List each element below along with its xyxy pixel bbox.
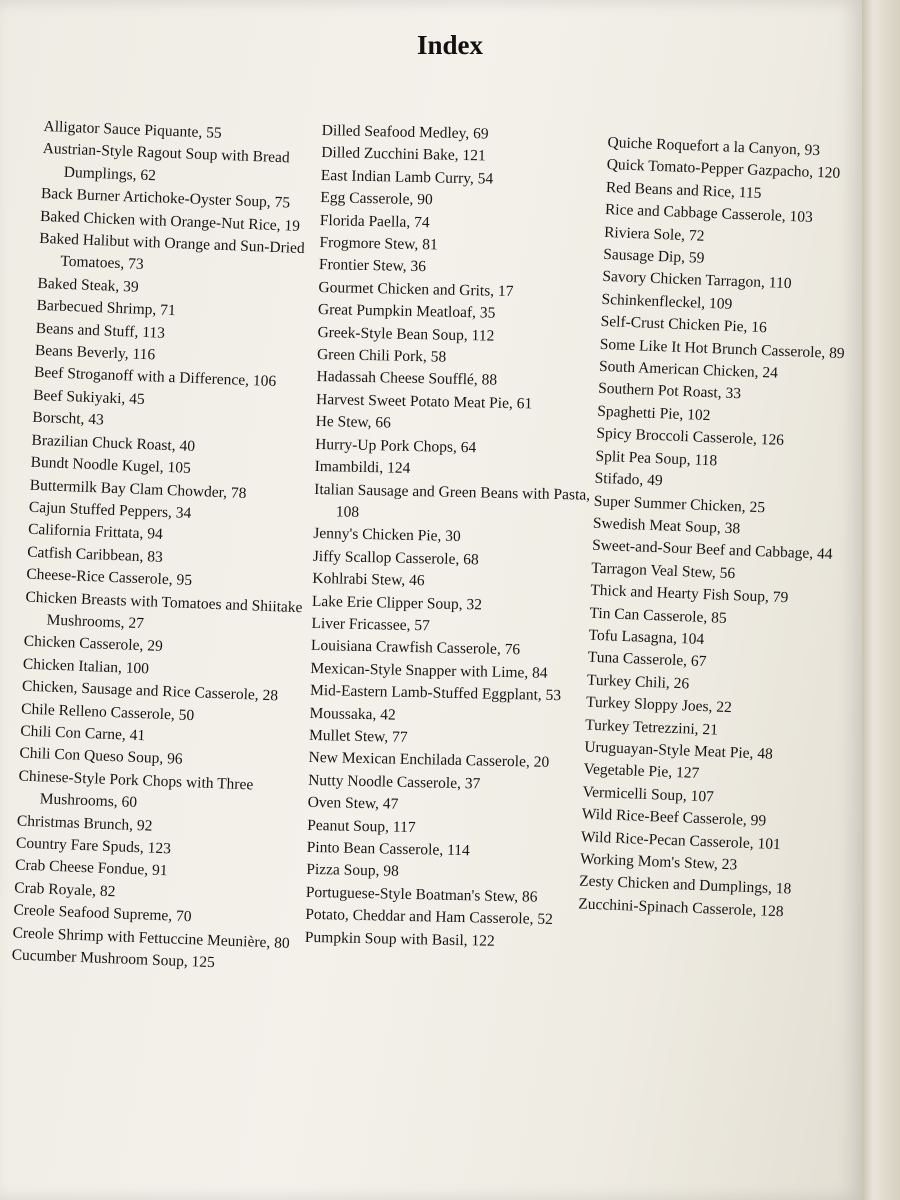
index-entry: Chicken Italian, 100	[22, 655, 150, 678]
index-column-3	[578, 132, 858, 925]
index-entry: Great Pumpkin Meatloaf, 35	[317, 301, 496, 322]
index-entry: Austrian-Style Ragout Soup with Bread Dumplings, 62	[42, 140, 291, 185]
index-entry: Dilled Zucchini Bake, 121	[321, 144, 486, 165]
index-entry: California Frittata, 94	[27, 521, 164, 544]
index-entry: Quiche Roquefort a la Canyon, 93	[607, 133, 821, 160]
index-entry: Potato, Cheddar and Ham Casserole, 52	[305, 906, 553, 929]
index-entry: Vegetable Pie, 127	[583, 760, 700, 783]
index-entry: Chili Con Queso Soup, 96	[19, 744, 183, 769]
index-entry: Creole Shrimp with Fettuccine Meunière, 80	[12, 924, 290, 952]
index-entry: Cheese-Rice Casserole, 95	[26, 565, 193, 590]
index-entry: Italian Sausage and Green Beans with Pasta, 108	[314, 480, 591, 521]
index-entry: Crab Royale, 82	[14, 879, 116, 901]
index-entry: Southern Pot Roast, 33	[597, 380, 742, 403]
index-column-2	[305, 120, 602, 955]
index-entry: Florida Paella, 74	[319, 211, 430, 231]
index-entry: Creole Seafood Supreme, 70	[13, 901, 192, 926]
index-entry: Working Mom's Stew, 23	[579, 850, 738, 874]
index-entry: Cajun Stuffed Peppers, 34	[28, 498, 192, 522]
index-entry: Tin Can Casserole, 85	[589, 604, 727, 627]
index-entry: New Mexican Enchilada Casserole, 20	[308, 749, 550, 772]
index-entry: Spicy Broccoli Casserole, 126	[596, 425, 785, 450]
index-entry: Portuguese-Style Boatman's Stew, 86	[305, 883, 538, 906]
index-entry: Back Burner Artichoke-Oyster Soup, 75	[40, 185, 291, 212]
index-entry: Nutty Noodle Casserole, 37	[307, 771, 481, 793]
index-entry: Dilled Seafood Medley, 69	[321, 121, 489, 143]
index-entry: Frogmore Stew, 81	[319, 234, 438, 254]
index-entry: Baked Steak, 39	[37, 274, 139, 296]
index-entry: Moussaka, 42	[309, 704, 396, 724]
index-entry: Spaghetti Pie, 102	[596, 402, 711, 425]
index-entry: Crab Cheese Fondue, 91	[14, 856, 168, 880]
index-entry: Imambildi, 124	[314, 458, 411, 478]
index-entry: Harvest Sweet Potato Meat Pie, 61	[315, 390, 533, 413]
index-entry: Gourmet Chicken and Grits, 17	[318, 278, 514, 300]
index-entry: Hadassah Cheese Soufflé, 88	[316, 368, 498, 390]
index-entry: Riviera Sole, 72	[603, 223, 705, 245]
index-entry: Liver Fricassee, 57	[311, 614, 430, 635]
index-entry: He Stew, 66	[315, 413, 392, 432]
index-entry: Greek-Style Bean Soup, 112	[317, 323, 495, 345]
index-entry: Jiffy Scallop Casserole, 68	[312, 547, 479, 569]
page-title: Index	[416, 30, 484, 60]
index-entry: Beans and Stuff, 113	[35, 319, 166, 342]
index-entry: East Indian Lamb Curry, 54	[320, 166, 494, 188]
index-entry: Split Pea Soup, 118	[595, 447, 718, 470]
index-entry: Alligator Sauce Piquante, 55	[43, 117, 223, 142]
index-entry: Uruguayan-Style Meat Pie, 48	[584, 738, 774, 763]
index-entry: Louisiana Crawfish Casserole, 76	[310, 637, 521, 659]
index-entry: Barbecued Shrimp, 71	[36, 297, 176, 320]
index-entry: Zesty Chicken and Dumplings, 18	[578, 872, 792, 898]
index-entry: Rice and Cabbage Casserole, 103	[604, 201, 814, 227]
index-entry: Quick Tomato-Pepper Gazpacho, 120	[606, 156, 841, 183]
index-entry: Baked Chicken with Orange-Nut Rice, 19	[39, 207, 301, 235]
index-entry: Super Summer Chicken, 25	[593, 492, 766, 516]
index-entry: Pizza Soup, 98	[306, 861, 400, 881]
index-entry: Stifado, 49	[594, 469, 664, 490]
index-entry: Pinto Bean Casserole, 114	[306, 838, 470, 860]
index-entry: Chicken Breasts with Tomatoes and Shiitake Mushrooms, 27	[25, 588, 303, 633]
index-entry: Baked Halibut with Orange and Sun-Dried Tomatoes, 73	[38, 229, 306, 274]
index-entry: Turkey Chili, 26	[586, 671, 690, 693]
index-entry: Chicken, Sausage and Rice Casserole, 28	[21, 677, 279, 705]
index-entry: Frontier Stew, 36	[318, 256, 427, 276]
index-entry: Turkey Tetrezzini, 21	[584, 716, 719, 739]
index-entry: South American Chicken, 24	[598, 357, 779, 382]
index-entry: Sausage Dip, 59	[602, 245, 705, 267]
page-edge	[862, 0, 900, 1200]
index-entry: Egg Casserole, 90	[320, 189, 433, 209]
index-entry: Oven Stew, 47	[307, 794, 399, 813]
index-entry: Wild Rice-Pecan Casserole, 101	[580, 828, 782, 853]
index-entry: Bundt Noodle Kugel, 105	[30, 453, 192, 477]
index-entry: Hurry-Up Pork Chops, 64	[315, 435, 477, 456]
index-entry: Tarragon Veal Stew, 56	[590, 559, 736, 582]
index-entry: Chinese-Style Pork Chops with Three Mushrooms, 60	[18, 767, 254, 812]
index-entry: Red Beans and Rice, 115	[605, 178, 762, 202]
index-entry: Lake Erie Clipper Soup, 32	[311, 592, 483, 613]
index-entry: Sweet-and-Sour Beef and Cabbage, 44	[591, 537, 833, 564]
index-entry: Christmas Brunch, 92	[16, 812, 153, 835]
index-entry: Savory Chicken Tarragon, 110	[602, 268, 792, 293]
index-entry: Tofu Lasagna, 104	[588, 626, 705, 648]
index-entry: Beef Sukiyaki, 45	[32, 386, 146, 408]
index-entry: Chicken Casserole, 29	[23, 632, 164, 656]
index-entry: Pumpkin Soup with Basil, 122	[304, 928, 495, 950]
index-column-1	[11, 116, 323, 978]
index-entry: Beans Beverly, 116	[34, 341, 156, 364]
index-entry: Some Like It Hot Brunch Casserole, 89	[599, 335, 845, 362]
index-entry: Vermicelli Soup, 107	[582, 783, 715, 806]
index-entry: Beef Stroganoff with a Difference, 106	[33, 364, 277, 391]
index-entry: Green Chili Pork, 58	[316, 346, 447, 366]
index-entry: Turkey Sloppy Joes, 22	[585, 693, 733, 717]
index-entry: Borscht, 43	[32, 409, 105, 429]
index-entry: Brazilian Chuck Roast, 40	[31, 431, 196, 455]
index-entry: Country Fare Spuds, 123	[15, 834, 172, 858]
index-entry: Cucumber Mushroom Soup, 125	[11, 946, 216, 972]
index-entry: Mullet Stew, 77	[308, 726, 408, 746]
index-entry: Kohlrabi Stew, 46	[312, 570, 425, 590]
index-entry: Tuna Casserole, 67	[587, 648, 707, 671]
index-entry: Thick and Hearty Fish Soup, 79	[590, 581, 789, 607]
index-entry: Chile Relleno Casserole, 50	[20, 700, 195, 724]
index-entry: Zucchini-Spinach Casserole, 128	[578, 895, 784, 921]
index-entry: Buttermilk Bay Clam Chowder, 78	[29, 476, 247, 502]
index-entry: Mid-Eastern Lamb-Stuffed Eggplant, 53	[309, 682, 562, 705]
index-entry: Catfish Caribbean, 83	[26, 543, 164, 566]
index-entry: Wild Rice-Beef Casserole, 99	[581, 805, 767, 830]
index-entry: Chili Con Carne, 41	[20, 722, 146, 745]
index-entry: Jenny's Chicken Pie, 30	[313, 525, 461, 546]
index-entry: Peanut Soup, 117	[307, 816, 416, 836]
index-entry: Swedish Meat Soup, 38	[592, 514, 741, 538]
index-entry: Schinkenfleckel, 109	[601, 290, 733, 313]
index-entry: Self-Crust Chicken Pie, 16	[600, 313, 768, 337]
index-entry: Mexican-Style Snapper with Lime, 84	[310, 659, 548, 682]
